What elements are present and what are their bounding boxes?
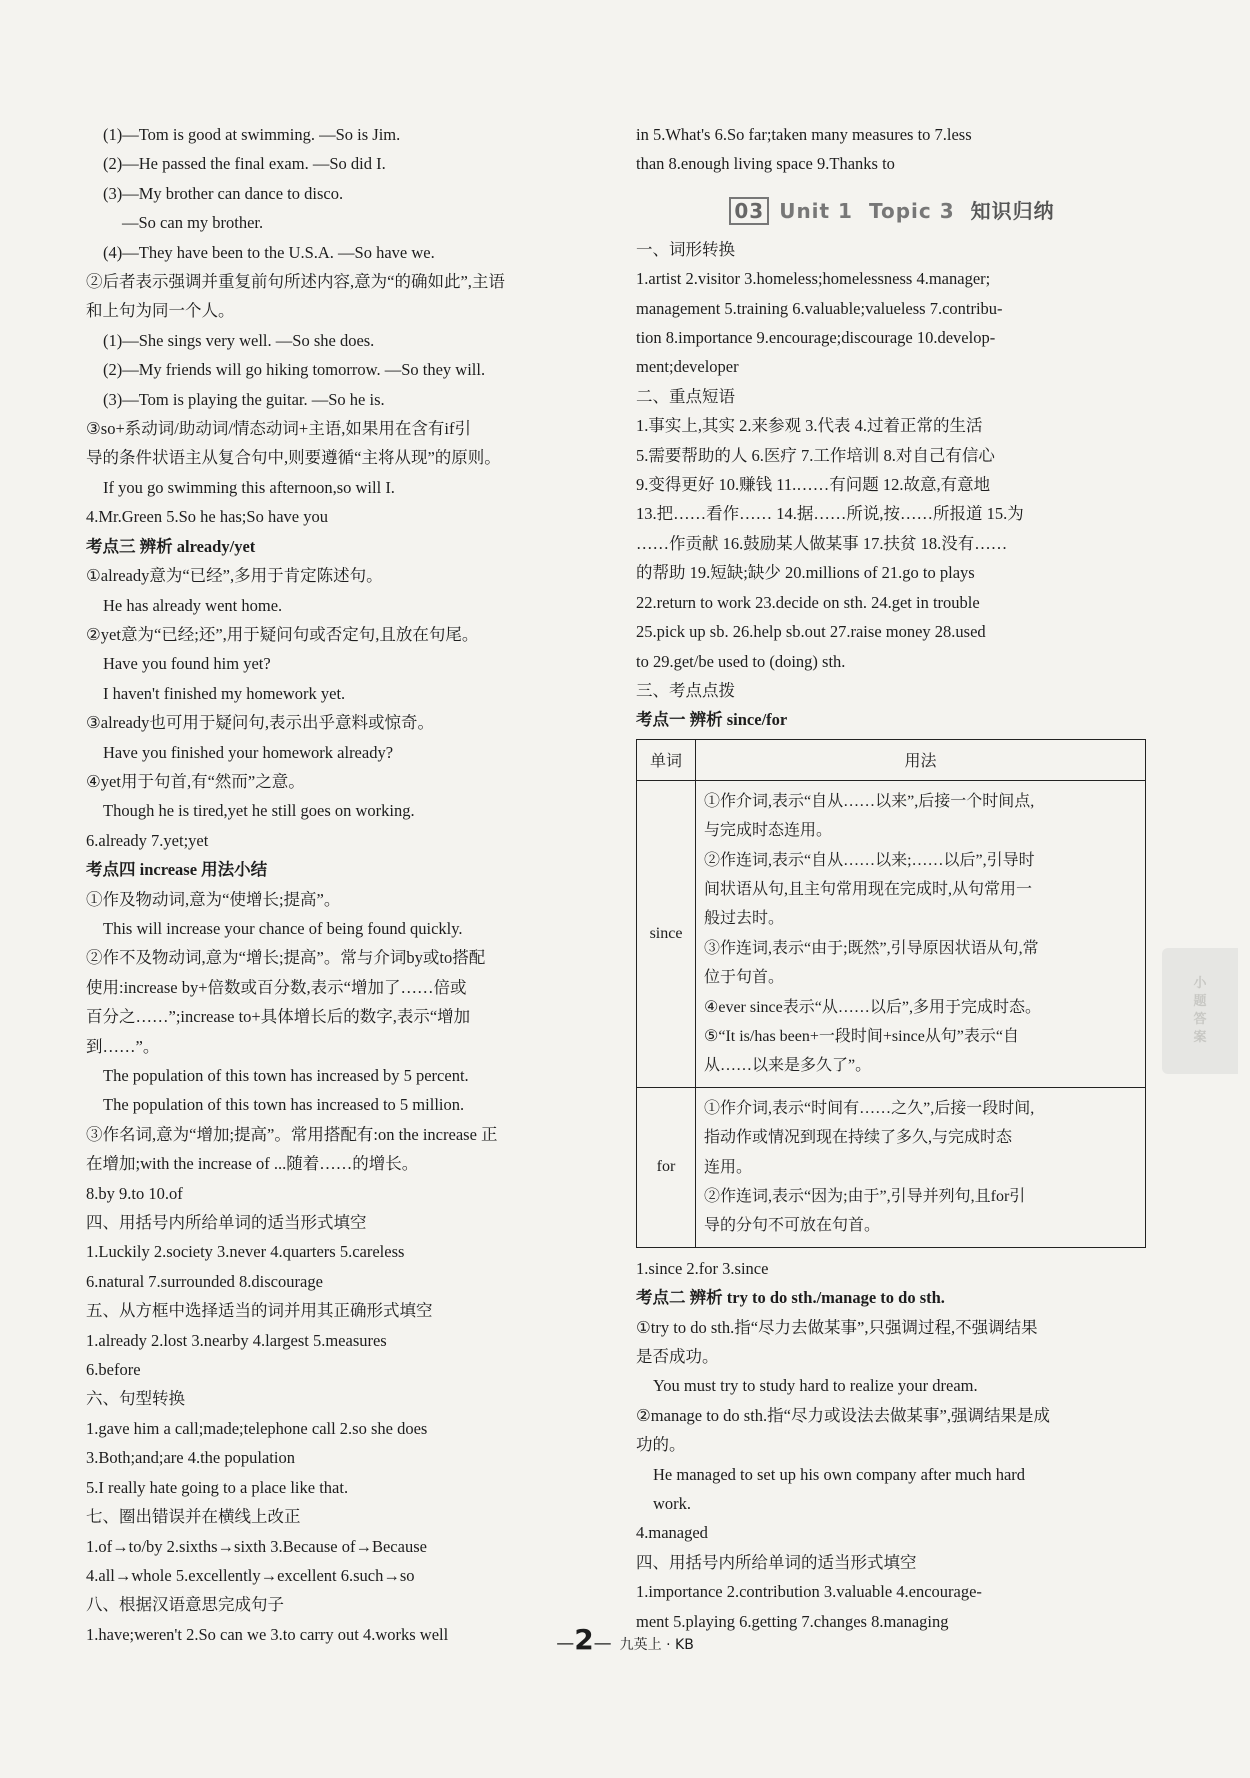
text-line: 是否成功。 [636,1347,719,1367]
usage-line: 间状语从句,且主句常用现在完成时,从句常用一 [704,880,1033,898]
text-line: 8.by 9.to 10.of [86,1183,183,1203]
text-line: work. [653,1494,692,1514]
text-line: 6.already 7.yet;yet [86,830,209,850]
right-top-block [636,120,1148,179]
page-footer: —2— 九英上 · KB [556,1623,694,1656]
side-tab-logo: 小 题 答 案 [1162,948,1238,1074]
text-line: (1)—She sings very well. —So she does. [103,330,375,350]
text-line: 4.all→whole 5.excellently→excellent 6.such→so [86,1565,415,1585]
text-line: ②yet意为“已经;还”,用于疑问句或否定句,且放在句尾。 [86,624,479,644]
text-line: 9.变得更好 10.赚钱 11.……有问题 12.故意,有意地 [636,475,991,495]
text-line: 6.natural 7.surrounded 8.discourage [86,1271,323,1291]
usage-line: 从……以来是多久了”。 [704,1057,872,1075]
text-line: You must try to study hard to realize your dream. [653,1376,978,1396]
text-line: ②后者表示强调并重复前句所述内容,意为“的确如此”,主语 [86,272,505,292]
text-line: (1)—Tom is good at swimming. —So is Jim. [103,125,401,144]
text-line: He has already went home. [103,595,283,615]
text-line: ①try to do sth.指“尽力去做某事”,只强调过程,不强调结果 [636,1317,1038,1337]
usage-line: ⑤“It is/has been+一段时间+since从句”表示“自 [704,1027,1019,1045]
text-line: ④yet用于句首,有“然而”之意。 [86,771,305,791]
text-line: ment;developer [636,357,739,377]
usage-line: 连用。 [704,1158,753,1176]
section-heading: 二、重点短语 [636,386,735,406]
text-line: (3)—Tom is playing the guitar. —So he is. [103,389,385,409]
text-line: 4.Mr.Green 5.So he has;So have you [86,507,328,527]
usage-line: ①作介词,表示“时间有……之久”,后接一段时间, [704,1099,1035,1117]
usage-line: ②作连词,表示“自从……以来;……以后”,引导时 [704,851,1035,869]
table-header-usage: 用法 [696,739,1146,780]
text-line: 和上句为同一个人。 [86,301,235,321]
table-row [637,780,1146,1087]
section-heading: 五、从方框中选择适当的词并用其正确形式填空 [86,1301,433,1321]
text-line: ①already意为“已经”,多用于肯定陈述句。 [86,566,383,586]
usage-line: 与完成时态连用。 [704,822,833,840]
text-line: 1.importance 2.contribution 3.valuable 4.encourage- [636,1582,982,1602]
text-line: The population of this town has increased to 5 million. [103,1095,465,1115]
text-line: I haven't finished my homework yet. [103,683,346,703]
topic-heading [636,195,1148,225]
text-line: tion 8.importance 9.encourage;discourage 10.develop- [636,328,996,348]
text-line: 1.gave him a call;made;telephone call 2.so she does [86,1418,428,1438]
text-line: 5.需要帮助的人 6.医疗 7.工作培训 8.对自己有信心 [636,445,995,465]
text-line: (2)—My friends will go hiking tomorrow. —So they will. [103,360,486,380]
text-line: 1.of→to/by 2.sixths→sixth 3.Because of→Because [86,1536,427,1556]
text-line: 1.事实上,其实 2.来参观 3.代表 4.过着正常的生活 [636,416,983,436]
usage-line: ④ever since表示“从……以后”,多用于完成时态。 [704,998,1041,1016]
usage-line: 指动作或情况到现在持续了多久,与完成时态 [704,1129,1013,1147]
usage-line: ③作连词,表示“由于;既然”,引导原因状语从句,常 [704,939,1039,957]
since-for-table [636,739,1146,1248]
text-line: 百分之……”;increase to+具体增长后的数字,表示“增加 [86,1007,471,1027]
usage-line: 导的分句不可放在句首。 [704,1217,881,1235]
table-row [637,1087,1146,1247]
page-number: 2 [574,1623,594,1656]
left-column [86,120,596,1649]
text-line: ③作名词,意为“增加;提高”。常用搭配有:on the increase 正 [86,1124,498,1144]
table-usage-cell [696,1087,1146,1247]
topic-number: 03 [729,197,769,225]
usage-line: ②作连词,表示“因为;由于”,引导并列句,且for引 [704,1188,1026,1205]
text-line: 6.before [86,1360,141,1380]
text-line: 5.I really hate going to a place like that. [86,1477,349,1497]
text-line: (3)—My brother can dance to disco. [103,183,344,203]
text-line: 导的条件状语主从复合句中,则要遵循“主将从现”的原则。 [86,448,501,468]
table-header-word: 单词 [637,739,696,780]
text-line: 1.already 2.lost 3.nearby 4.largest 5.measures [86,1330,387,1350]
text-line: (2)—He passed the final exam. —So did I. [103,154,386,174]
section-heading: 一、词形转换 [636,239,735,259]
right-mid-block [636,235,1148,735]
kaodian-heading: 考点四 increase 用法小结 [86,860,268,880]
text-line: Have you found him yet? [103,654,271,674]
table-word-cell: since [637,780,696,1087]
text-line: 到……”。 [86,1036,160,1056]
text-line: 的帮助 19.短缺;缺少 20.millions of 21.go to plays [636,563,975,583]
text-line: ③so+系动词/助动词/情态动词+主语,如果用在含有if引 [86,419,471,439]
section-heading: 六、句型转换 [86,1389,185,1409]
table-usage-cell [696,780,1146,1087]
section-heading: 三、考点点拨 [636,680,735,700]
kaodian-heading: 考点一 辨析 since/for [636,710,788,730]
text-line: Though he is tired,yet he still goes on working. [103,801,415,821]
text-line: Have you finished your homework already? [103,742,394,762]
section-heading: 四、用括号内所给单词的适当形式填空 [636,1552,917,1572]
text-line: The population of this town has increased by 5 percent. [103,1066,469,1085]
section-heading: 四、用括号内所给单词的适当形式填空 [86,1213,367,1233]
section-heading: 八、根据汉语意思完成句子 [86,1595,284,1615]
text-line: This will increase your chance of being found quickly. [103,918,463,938]
text-line: ……作贡献 16.鼓励某人做某事 17.扶贫 18.没有…… [636,533,1008,553]
text-line: (4)—They have been to the U.S.A. —So have we. [103,242,435,262]
text-line: 使用:increase by+倍数或百分数,表示“增加了……倍或 [86,977,467,997]
kaodian-heading: 考点三 辨析 already/yet [86,536,256,556]
topic-name: Topic 3 [868,198,955,223]
text-line: to 29.get/be used to (doing) sth. [636,651,846,671]
text-line: than 8.enough living space 9.Thanks to [636,154,895,174]
usage-line: 位于句首。 [704,969,785,987]
text-line: in 5.What's 6.So far;taken many measures to 7.less [636,125,972,144]
table-word-cell: for [637,1087,696,1247]
kaodian-heading: 考点二 辨析 try to do sth./manage to do sth. [636,1288,945,1308]
text-line: 4.managed [636,1523,708,1543]
text-line: 3.Both;and;are 4.the population [86,1448,295,1468]
text-line: If you go swimming this afternoon,so will I. [103,477,395,497]
usage-line: ①作介词,表示“自从……以来”,后接一个时间点, [704,792,1035,810]
text-line: 在增加;with the increase of ...随着……的增长。 [86,1154,419,1174]
text-line: 1.since 2.for 3.since [636,1258,769,1278]
text-line: ②作不及物动词,意为“增长;提高”。常与介词by或to搭配 [86,948,486,968]
text-line: ②manage to do sth.指“尽力或设法去做某事”,强调结果是成 [636,1405,1050,1425]
section-heading: 七、圈出错误并在横线上改正 [86,1507,301,1527]
text-line: 22.return to work 23.decide on sth. 24.get in trouble [636,592,980,612]
text-line: management 5.training 6.valuable;valueless 7.contribu- [636,298,1003,318]
text-line: —So can my brother. [122,213,264,233]
topic-label: 知识归纳 [970,198,1055,223]
right-column [636,120,1148,1636]
text-line: He managed to set up his own company after much hard [653,1464,1026,1484]
book-label: 九英上 · KB [619,1637,694,1653]
text-line: ment 5.playing 6.getting 7.changes 8.managing [636,1611,949,1631]
text-line: 1.have;weren't 2.So can we 3.to carry out 4.works well [86,1624,449,1644]
usage-line: 般过去时。 [704,910,785,928]
text-line: ③already也可用于疑问句,表示出乎意料或惊奇。 [86,713,434,733]
text-line: ①作及物动词,意为“使增长;提高”。 [86,889,341,909]
text-line: 25.pick up sb. 26.help sb.out 27.raise money 28.used [636,622,986,642]
right-bottom-block [636,1254,1148,1636]
text-line: 1.Luckily 2.society 3.never 4.quarters 5.careless [86,1242,405,1262]
text-line: 功的。 [636,1435,686,1455]
topic-unit: Unit 1 [779,198,853,223]
text-line: 1.artist 2.visitor 3.homeless;homelessness 4.manager; [636,269,991,289]
text-line: 13.把……看作…… 14.据……所说,按……所报道 15.为 [636,504,1024,524]
